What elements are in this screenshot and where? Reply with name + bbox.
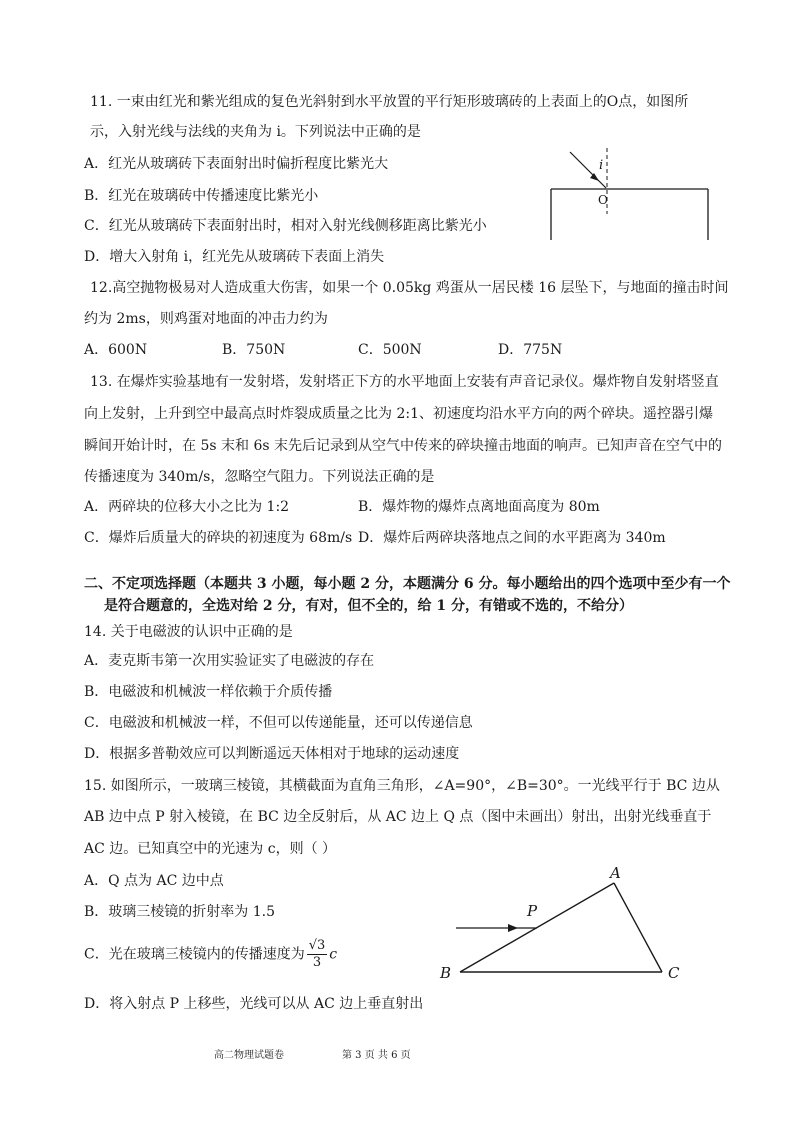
q15-prism-figure <box>436 860 696 985</box>
q14-stem: 14. 关于电磁波的认识中正确的是 <box>84 624 293 640</box>
speed-of-light-symbol: c <box>329 946 338 963</box>
footer-exam-title: 高二物理试题卷 <box>214 1050 284 1061</box>
q11-option-a: A．红光从玻璃砖下表面射出时偏折程度比紫光大 <box>84 156 389 172</box>
q14-option-a: A．麦克斯韦第一次用实验证实了电磁波的存在 <box>84 653 375 669</box>
q12-option-d: D．775N <box>498 342 563 358</box>
q15-option-b: B．玻璃三棱镜的折射率为 1.5 <box>84 904 276 920</box>
q15-stem-line1: 15. 如图所示，一玻璃三棱镜，其横截面为直角三角形，∠A=90°，∠B=30°。一光线平行于 BC 边从 <box>84 778 720 794</box>
q13-stem-line3: 瞬间开始计时，在 5s 末和 6s 末先后记录到从空气中传来的碎块撞击地面的响声。已知声音在空气中的 <box>84 438 722 454</box>
q12-stem-line2: 约为 2ms，则鸡蛋对地面的冲击力约为 <box>84 311 328 327</box>
q15-option-a: A．Q 点为 AC 边中点 <box>84 873 224 889</box>
fraction-numerator: √3 <box>308 938 326 953</box>
section2-heading-line2: 是符合题意的，全选对给 2 分，有对，但不全的，给 1 分，有错或不选的，不给分） <box>104 598 633 614</box>
q13-option-c: C．爆炸后质量大的碎块的初速度为 68m/s <box>84 530 353 546</box>
q12-option-b: B．750N <box>222 342 286 358</box>
incident-ray-arrow <box>590 173 599 181</box>
point-p-label: P <box>527 902 538 920</box>
q14-option-c: C．电磁波和机械波一样，不但可以传递能量，还可以传递信息 <box>84 715 473 731</box>
vertex-c-label: C <box>668 964 680 982</box>
q15-stem-line2: AB 边中点 P 射入棱镜，在 BC 边全反射后，从 AC 边上 Q 点（图中未画出）射出，出射光线垂直于 <box>84 809 712 825</box>
angle-i-label: i <box>599 158 604 173</box>
footer-page-number: 第 3 页 共 6 页 <box>342 1050 411 1061</box>
section2-heading-line1: 二、不定项选择题（本题共 3 小题，每小题 2 分，本题满分 6 分。每小题给出的四个选项中至少有一个 <box>84 576 731 592</box>
light-ray-arrow <box>508 924 518 932</box>
q15-option-d: D．将入射点 P 上移些，光线可以从 AC 边上垂直射出 <box>84 996 424 1012</box>
q11-option-d: D．增大入射角 i，红光先从玻璃砖下表面上消失 <box>84 249 385 265</box>
q13-option-d: D．爆炸后两碎块落地点之间的水平距离为 340m <box>358 530 666 546</box>
q11-stem-line1: 11. 一束由红光和紫光组成的复色光斜射到水平放置的平行矩形玻璃砖的上表面上的O点，如图所 <box>90 94 689 110</box>
vertex-a-label: A <box>610 864 621 882</box>
q13-stem-line4: 传播速度为 340m/s，忽略空气阻力。下列说法正确的是 <box>84 469 435 485</box>
point-o-label: O <box>598 193 608 207</box>
q13-option-b: B．爆炸物的爆炸点离地面高度为 80m <box>358 499 600 515</box>
q12-option-a: A．600N <box>84 342 148 358</box>
edge-ac <box>614 883 662 972</box>
sqrt3-over-3-fraction <box>307 938 328 971</box>
q11-stem-line2: 示，入射光线与法线的夹角为 i。下列说法中正确的是 <box>90 124 421 140</box>
q12-stem-line1: 12.高空抛物极易对人造成重大伤害，如果一个 0.05kg 鸡蛋从一居民楼 16 层坠下，与地面的撞击时间 <box>90 280 729 296</box>
q13-stem-line2: 向上发射，上升到空中最高点时炸裂成质量之比为 2:1、初速度均沿水平方向的两个碎块。遥控器引爆 <box>84 406 713 422</box>
q15-option-c <box>84 938 337 971</box>
q13-option-a: A．两碎块的位移大小之比为 1:2 <box>84 499 290 515</box>
q15-stem-line3: AC 边。已知真空中的光速为 c，则（ ） <box>84 841 337 857</box>
q14-option-d: D．根据多普勒效应可以判断遥远天体相对于地球的运动速度 <box>84 746 460 762</box>
vertex-b-label: B <box>440 964 452 982</box>
q11-option-c: C．红光从玻璃砖下表面射出时，相对入射光线侧移距离比紫光小 <box>84 218 487 234</box>
q15-option-c-text: C．光在玻璃三棱镜内的传播速度为 <box>84 946 305 963</box>
q11-option-b: B．红光在玻璃砖中传播速度比紫光小 <box>84 188 319 204</box>
fraction-denominator: 3 <box>312 955 322 970</box>
q11-glass-brick-figure <box>548 142 713 244</box>
q14-option-b: B．电磁波和机械波一样依赖于介质传播 <box>84 684 333 700</box>
q13-stem-line1: 13. 在爆炸实验基地有一发射塔，发射塔正下方的水平地面上安装有声音记录仪。爆炸物自发射塔竖直 <box>90 374 719 390</box>
q12-option-c: C．500N <box>358 342 422 358</box>
